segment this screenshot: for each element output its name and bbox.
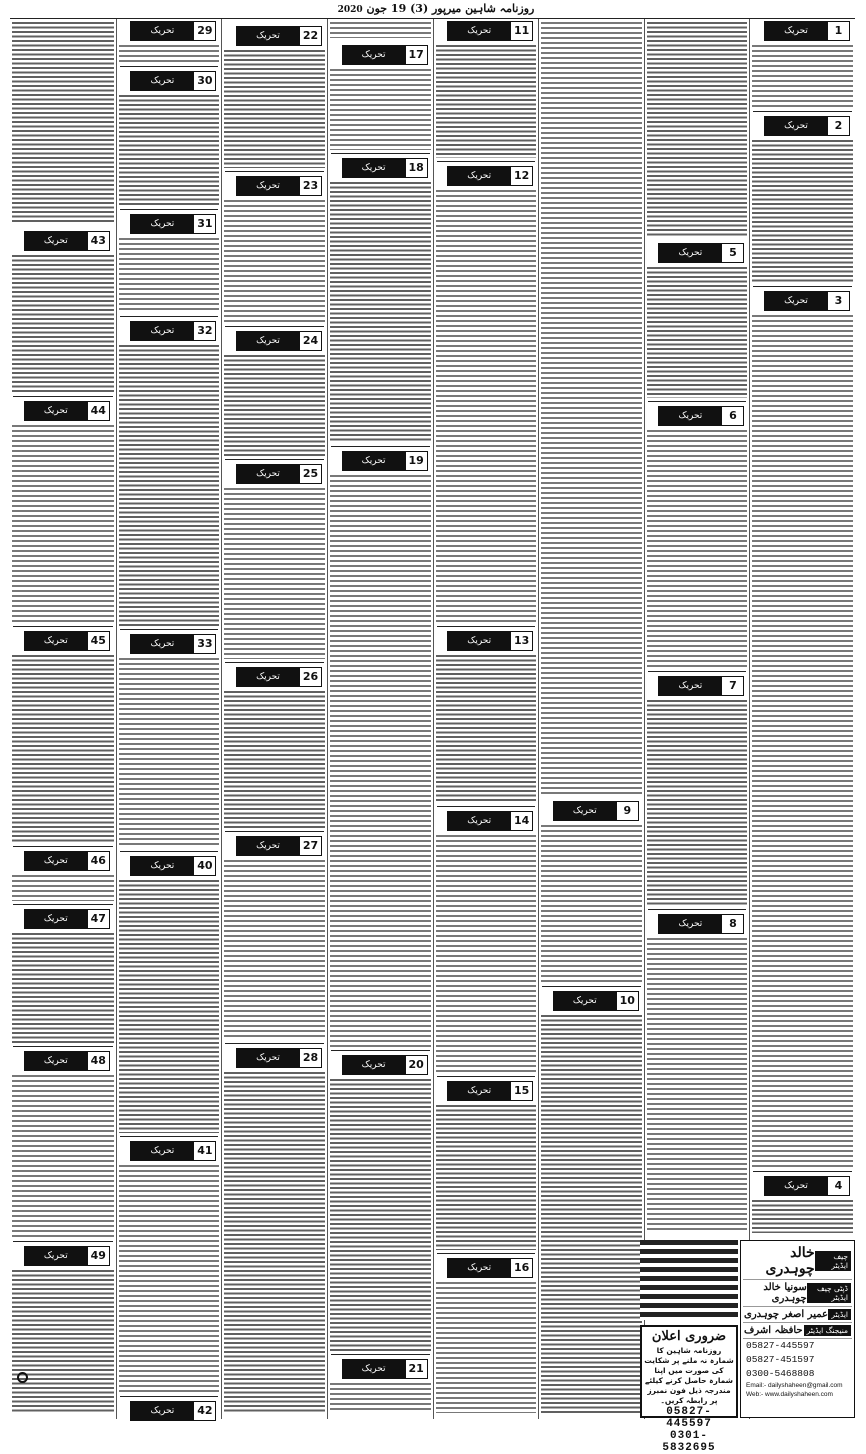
notice-number: 40	[193, 857, 215, 875]
notice-number: 41	[193, 1142, 215, 1160]
notice-tag	[764, 21, 850, 41]
notice-number: 2	[827, 117, 849, 135]
notice-number: 49	[87, 1247, 109, 1265]
notice-tag	[236, 836, 322, 856]
notice-text	[330, 1383, 431, 1413]
notice-text	[436, 1282, 537, 1413]
notice-tag-label: تحریک	[237, 465, 299, 483]
notice-text	[330, 182, 431, 443]
notice-tag-label: تحریک	[343, 46, 405, 64]
notice-number: 42	[193, 1402, 215, 1420]
divider	[225, 662, 324, 663]
notice-tag-label: تحریک	[25, 232, 87, 250]
divider	[13, 904, 113, 905]
notice-tag-label: تحریک	[25, 402, 87, 420]
divider	[120, 1396, 219, 1397]
notice-number: 9	[616, 802, 638, 820]
notice-number: 47	[87, 910, 109, 928]
column-4	[433, 19, 539, 1419]
notice-tag	[130, 634, 216, 654]
notice-text	[436, 190, 537, 623]
notice-tag-label: تحریک	[25, 852, 87, 870]
divider	[437, 1253, 536, 1254]
notice-number: 48	[87, 1052, 109, 1070]
divider	[753, 286, 852, 287]
notice-tag	[24, 909, 110, 929]
notice-text	[752, 1200, 853, 1233]
notice-number: 12	[510, 167, 532, 185]
divider	[648, 909, 747, 910]
divider	[120, 66, 219, 67]
divider	[225, 326, 324, 327]
notice-tag-label: تحریک	[131, 72, 193, 90]
notice-text	[224, 50, 325, 168]
divider	[225, 459, 324, 460]
notice-tag	[236, 331, 322, 351]
notice-text	[541, 825, 642, 983]
notice-tag	[130, 321, 216, 341]
managing-name: حافظہ اشرف	[744, 1325, 803, 1336]
notice-tag	[236, 176, 322, 196]
notice-number: 22	[299, 27, 321, 45]
notice-tag-label: تحریک	[131, 22, 193, 40]
notice-tag-label: تحریک	[237, 332, 299, 350]
notice-number: 15	[510, 1082, 532, 1100]
notice-number: 26	[299, 668, 321, 686]
notice-tag	[130, 71, 216, 91]
notice-tag-label: تحریک	[343, 452, 405, 470]
notice-text	[647, 938, 748, 1231]
notice-text	[224, 860, 325, 1040]
notice-tag	[24, 851, 110, 871]
deputy-role: ڈپٹی چیف ایڈیٹر	[807, 1283, 851, 1303]
notice-number: 19	[405, 452, 427, 470]
notice-tag-label: تحریک	[343, 1360, 405, 1378]
notice-text	[330, 475, 431, 1047]
notice-text	[12, 255, 114, 393]
editor-name: عمیر اصغر چوہدری	[744, 1309, 828, 1320]
notice-tag	[236, 26, 322, 46]
notice-tag	[342, 1055, 428, 1075]
notice-tag-label: تحریک	[131, 215, 193, 233]
notice-text	[752, 140, 853, 283]
column-3	[538, 19, 644, 1419]
notice-text	[647, 267, 748, 398]
notice-tag-label: تحریک	[25, 632, 87, 650]
notice-number: 18	[405, 159, 427, 177]
notice-tag	[342, 158, 428, 178]
chief-editor-role: چیف ایڈیٹر	[815, 1251, 851, 1271]
seal-icon	[17, 1372, 28, 1383]
notice-tag	[658, 914, 744, 934]
divider	[120, 316, 219, 317]
notice-text	[12, 933, 114, 1043]
divider	[225, 831, 324, 832]
notice-tag-label: تحریک	[25, 1247, 87, 1265]
notice-tag-label: تحریک	[659, 244, 721, 262]
notice-number: 28	[299, 1049, 321, 1067]
notice-text	[752, 315, 853, 1168]
divider	[13, 396, 113, 397]
notice-tag	[447, 166, 533, 186]
notice-tag	[342, 1359, 428, 1379]
notice-text	[12, 1270, 114, 1413]
divider	[331, 446, 430, 447]
article-text	[647, 22, 748, 236]
notice-text	[12, 1075, 114, 1238]
notice-tag-label: تحریک	[448, 22, 510, 40]
notice-tag-label: تحریک	[25, 1052, 87, 1070]
imprint-web: Web:- www.dailyshaheen.com	[746, 1391, 833, 1398]
notice-tag	[342, 451, 428, 471]
notice-tag	[553, 991, 639, 1011]
divider	[437, 1076, 536, 1077]
notice-tag	[130, 21, 216, 41]
notice-tag-label: تحریک	[659, 407, 721, 425]
notice-number: 17	[405, 46, 427, 64]
notice-tag-label: تحریک	[25, 910, 87, 928]
notice-tag-label: تحریک	[659, 915, 721, 933]
imprint-managing	[743, 1323, 852, 1339]
notice-tag-label: تحریک	[448, 1259, 510, 1277]
divider	[542, 986, 641, 987]
notice-number: 31	[193, 215, 215, 233]
notice-tag-label: تحریک	[765, 22, 827, 40]
divider	[753, 111, 852, 112]
notice-tag	[24, 1051, 110, 1071]
imprint-phone-1: 05827-445597	[746, 1340, 815, 1351]
notice-tag-label: تحریک	[659, 677, 721, 695]
article-text	[330, 22, 431, 38]
notice-tag	[24, 401, 110, 421]
column-7	[116, 19, 222, 1419]
notice-tag	[236, 1048, 322, 1068]
column-8	[10, 19, 116, 1419]
notice-text	[647, 430, 748, 668]
notice-number: 27	[299, 837, 321, 855]
notice-number: 3	[827, 292, 849, 310]
notice-number: 32	[193, 322, 215, 340]
masthead-year: 2020	[337, 5, 363, 15]
masthead	[0, 0, 866, 18]
imprint-email: Email:- dailyshaheen@gmail.com	[746, 1382, 843, 1389]
notice-tag	[447, 631, 533, 651]
divider	[225, 1043, 324, 1044]
notice-tag	[130, 214, 216, 234]
notice-tag-label: تحریک	[448, 167, 510, 185]
newspaper-page	[10, 18, 855, 1418]
notice-title: ضروری اعلان	[651, 1329, 727, 1344]
notice-number: 23	[299, 177, 321, 195]
notice-tag-label: تحریک	[237, 1049, 299, 1067]
notice-tag	[24, 631, 110, 651]
notice-tag	[236, 667, 322, 687]
notice-tag-label: تحریک	[237, 177, 299, 195]
notice-tag	[447, 21, 533, 41]
notice-number: 10	[616, 992, 638, 1010]
notice-text	[12, 425, 114, 623]
notice-tag	[236, 464, 322, 484]
divider	[753, 1171, 852, 1172]
notice-number: 44	[87, 402, 109, 420]
notice-tag-label: تحریک	[554, 802, 616, 820]
notice-text	[119, 95, 220, 206]
column-5	[327, 19, 433, 1419]
divider	[120, 209, 219, 210]
notice-tag-label: تحریک	[131, 1402, 193, 1420]
notice-text	[541, 1015, 642, 1413]
notice-number: 45	[87, 632, 109, 650]
divider	[437, 806, 536, 807]
notice-number: 29	[193, 22, 215, 40]
editor-role: ایڈیٹر	[828, 1309, 851, 1320]
notice-tag-label: تحریک	[131, 635, 193, 653]
notice-tag-label: تحریک	[343, 1056, 405, 1074]
notice-tag	[658, 406, 744, 426]
divider	[13, 626, 113, 627]
notice-tag-label: تحریک	[448, 632, 510, 650]
notice-text	[436, 45, 537, 158]
notice-tag-label: تحریک	[237, 837, 299, 855]
notice-text	[436, 1105, 537, 1250]
notice-tag	[764, 116, 850, 136]
notice-tag-label: تحریک	[131, 857, 193, 875]
notice-number: 13	[510, 632, 532, 650]
managing-role: منیجنگ ایڈیٹر	[804, 1325, 851, 1336]
imprint-deputy	[743, 1280, 852, 1307]
notice-tag-label: تحریک	[237, 668, 299, 686]
headline-block	[640, 1240, 738, 1320]
notice-number: 24	[299, 332, 321, 350]
notice-number: 33	[193, 635, 215, 653]
notice-tag-label: تحریک	[765, 292, 827, 310]
divider	[120, 851, 219, 852]
divider	[13, 1046, 113, 1047]
notice-text	[647, 700, 748, 906]
article-text	[12, 22, 114, 224]
divider	[437, 161, 536, 162]
notice-tag-label: تحریک	[131, 322, 193, 340]
notice-body: روزنامہ شاہین کا شمارہ نہ ملنے پر شکایت کی صورت میں اپنا شمارہ حاصل کرنے کیلئے مندرجہ ذیل فون نمبرز پر رابطہ کریں۔	[644, 1346, 734, 1405]
divider	[120, 1136, 219, 1137]
notice-text	[436, 655, 537, 803]
important-notice	[640, 1325, 738, 1454]
notice-number: 16	[510, 1259, 532, 1277]
notice-tag	[24, 231, 110, 251]
notice-number: 7	[721, 677, 743, 695]
notice-text	[224, 1072, 325, 1413]
notice-tag	[553, 801, 639, 821]
notice-tag-label: تحریک	[343, 159, 405, 177]
notice-number: 11	[510, 22, 532, 40]
notice-tag-label: تحریک	[765, 1177, 827, 1195]
notice-text	[224, 355, 325, 456]
notice-tag	[658, 676, 744, 696]
notice-text	[119, 880, 220, 1133]
article-text	[541, 22, 642, 794]
imprint-phone-3: 0300-5468808	[746, 1368, 815, 1379]
notice-text	[436, 835, 537, 1073]
chief-editor-name: خالد چوہدری	[765, 1245, 815, 1277]
notice-tag	[447, 1258, 533, 1278]
notice-tag	[342, 45, 428, 65]
column-2	[644, 19, 750, 1419]
notice-text	[752, 45, 853, 108]
column-1	[749, 19, 855, 1419]
notice-text	[330, 69, 431, 150]
imprint-box	[740, 1240, 855, 1418]
notice-tag	[447, 811, 533, 831]
notice-text	[224, 691, 325, 828]
notice-number: 21	[405, 1360, 427, 1378]
notice-text	[224, 200, 325, 323]
divider	[13, 846, 113, 847]
notice-number: 25	[299, 465, 321, 483]
notice-phone-2: 0301-5832695	[662, 1430, 716, 1454]
imprint-chief-editor	[743, 1243, 852, 1280]
notice-number: 46	[87, 852, 109, 870]
notice-tag	[130, 1401, 216, 1421]
notice-number: 30	[193, 72, 215, 90]
column-6	[221, 19, 327, 1419]
notice-tag	[130, 1141, 216, 1161]
divider	[13, 1241, 113, 1242]
notice-tag-label: تحریک	[237, 27, 299, 45]
notice-number: 43	[87, 232, 109, 250]
notice-tag-label: تحریک	[448, 1082, 510, 1100]
notice-text	[119, 658, 220, 848]
notice-text	[119, 238, 220, 313]
imprint-editor	[743, 1307, 852, 1323]
imprint-phone-2: 05827-451597	[746, 1354, 815, 1365]
notice-number: 5	[721, 244, 743, 262]
notice-text	[119, 45, 220, 63]
divider	[437, 626, 536, 627]
notice-text	[119, 1165, 220, 1393]
notice-text	[12, 875, 114, 901]
notice-number: 1	[827, 22, 849, 40]
notice-number: 8	[721, 915, 743, 933]
masthead-title: روزنامہ شاہین میرپور (3) 19 جون	[366, 2, 535, 15]
notice-tag-label: تحریک	[448, 812, 510, 830]
divider	[648, 671, 747, 672]
notice-tag-label: تحریک	[554, 992, 616, 1010]
notice-tag	[764, 291, 850, 311]
notice-number: 20	[405, 1056, 427, 1074]
divider	[120, 629, 219, 630]
notice-text	[330, 1079, 431, 1351]
divider	[225, 171, 324, 172]
notice-number: 6	[721, 407, 743, 425]
deputy-name: سونیا خالد چوہدری	[763, 1282, 807, 1304]
notice-text	[119, 345, 220, 626]
notice-tag	[130, 856, 216, 876]
notice-number: 14	[510, 812, 532, 830]
divider	[331, 153, 430, 154]
notice-text	[224, 488, 325, 659]
notice-number: 4	[827, 1177, 849, 1195]
divider	[331, 1354, 430, 1355]
divider	[648, 401, 747, 402]
notice-tag	[24, 1246, 110, 1266]
notice-tag-label: تحریک	[131, 1142, 193, 1160]
notice-text	[12, 655, 114, 843]
divider	[331, 1050, 430, 1051]
notice-tag	[447, 1081, 533, 1101]
notice-tag	[764, 1176, 850, 1196]
notice-tag-label: تحریک	[765, 117, 827, 135]
notice-phone-1: 05827-445597	[666, 1406, 712, 1430]
notice-tag	[658, 243, 744, 263]
